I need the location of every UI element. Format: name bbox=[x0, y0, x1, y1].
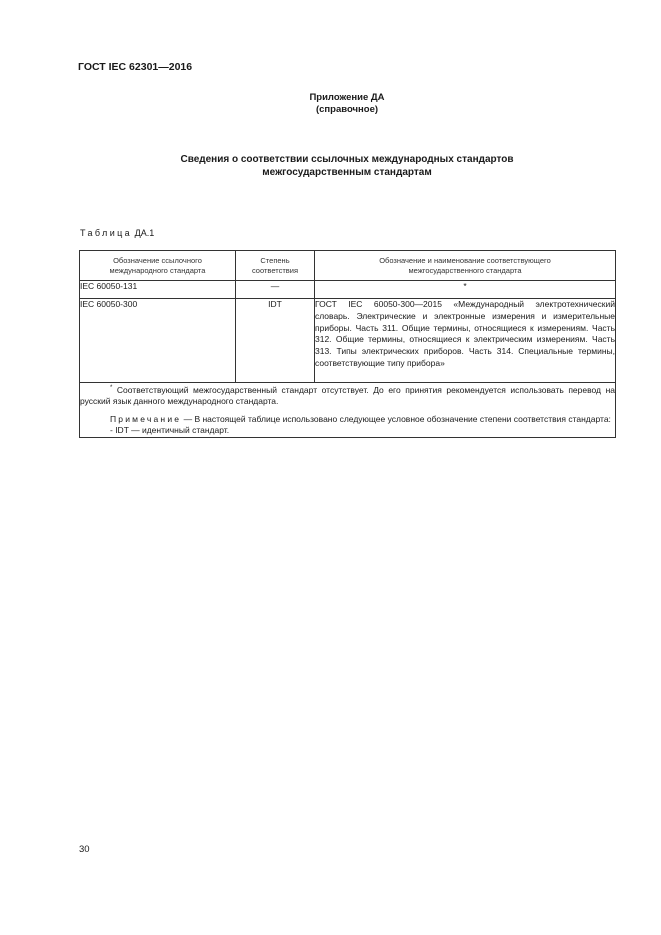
appendix-title: Приложение ДА bbox=[309, 92, 385, 103]
header-ref-standard: Обозначение ссылочного международного стандарта bbox=[80, 251, 236, 281]
row-ref: IEC 60050-131 bbox=[80, 281, 236, 299]
note-label: Примечание bbox=[110, 413, 182, 424]
page-number: 30 bbox=[79, 844, 90, 855]
table-caption-number: ДА.1 bbox=[134, 228, 155, 238]
header-national-standard: Обозначение и наименование соответствующего межгосударственного стандарта bbox=[315, 251, 616, 281]
section-title-line2: межгосударственным стандартам bbox=[262, 167, 432, 178]
header-degree: Степень соответствия bbox=[236, 251, 315, 281]
row-national: * bbox=[315, 281, 616, 299]
table-note bbox=[80, 414, 615, 426]
note-text: — В настоящей таблице использовано следующее условное обозначение степени соответствия стандарта: bbox=[183, 413, 611, 424]
table-footer bbox=[80, 383, 616, 438]
table-caption bbox=[80, 228, 154, 238]
note-item: - IDT — идентичный стандарт. bbox=[110, 425, 230, 436]
row-ref: IEC 60050-300 bbox=[80, 299, 236, 383]
table-row bbox=[80, 299, 616, 383]
row-degree: IDT bbox=[236, 299, 315, 383]
appendix-subtitle: (справочное) bbox=[315, 104, 379, 115]
footnote-mark: * bbox=[110, 385, 113, 391]
row-national: ГОСТ IEC 60050-300—2015 «Международный электротехнический словарь. Электрические и электронные измерения и измерительные приборы. Часть 311. Общие термины, относящиеся к измерениям. Часть 312. Общие термины, относящиеся к электрическим измерениям. Часть 313. Типы электрических приборов. Часть 314. Специальные термины, соответствующие типу прибора» bbox=[315, 299, 616, 383]
section-title-line1: Сведения о соответствии ссылочных международных стандартов bbox=[180, 154, 514, 165]
footnote-text: Соответствующий межгосударственный стандарт отсутствует. До его принятия рекомендуется использовать перевод на русский язык данного международного стандарта. bbox=[80, 384, 615, 407]
table-caption-prefix: Таблица bbox=[80, 228, 133, 238]
row-degree: — bbox=[236, 281, 315, 299]
table-header-row bbox=[80, 251, 616, 281]
footnote bbox=[80, 383, 615, 408]
correspondence-table bbox=[79, 250, 616, 438]
document-code: ГОСТ IEC 62301—2016 bbox=[78, 61, 193, 73]
table-footer-row bbox=[80, 383, 616, 438]
table-row bbox=[80, 281, 616, 299]
